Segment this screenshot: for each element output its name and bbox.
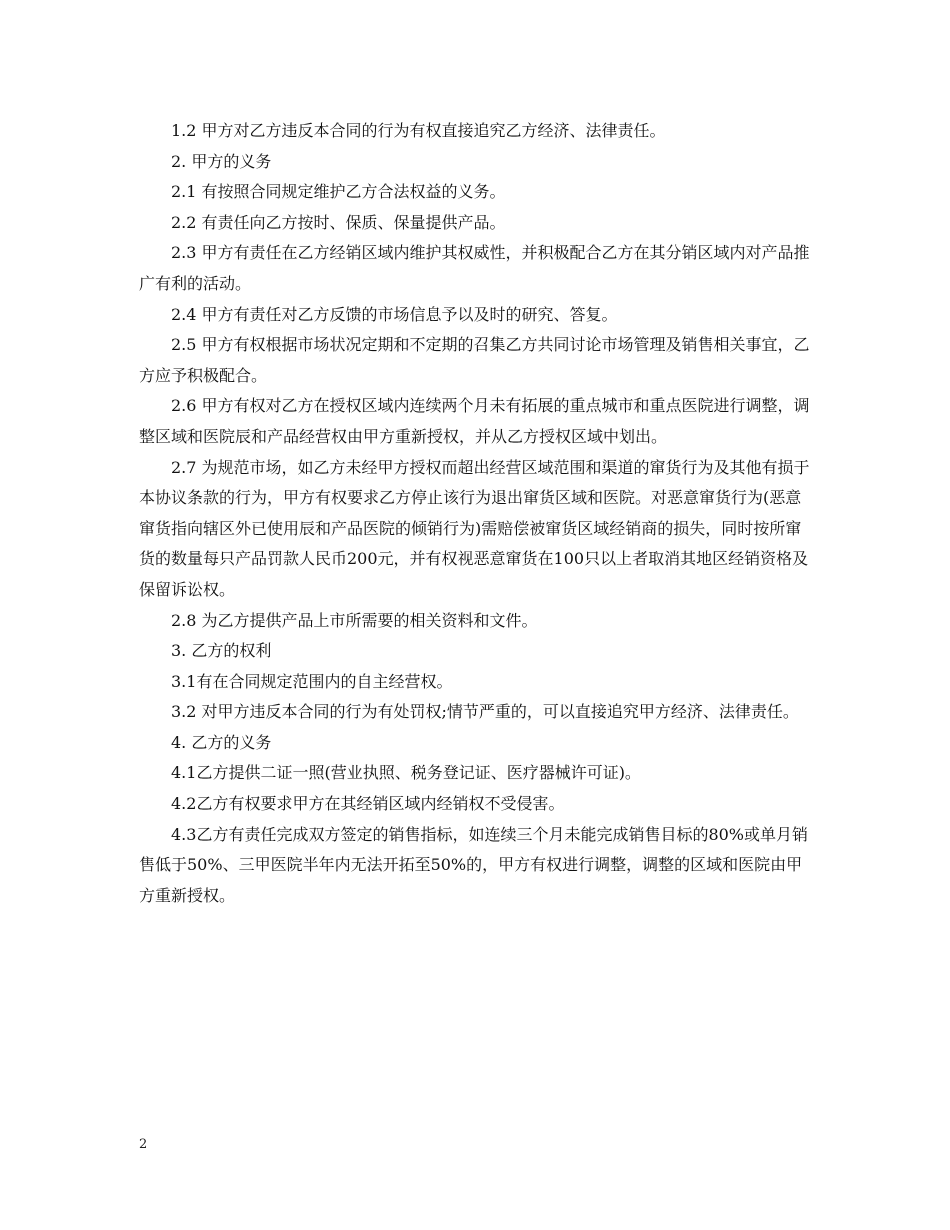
- page-number: 2: [139, 1137, 148, 1152]
- clause-2-2: 2.2 有责任向乙方按时、保质、保量提供产品。: [171, 212, 506, 232]
- clause-4-1: 4.1乙方提供二证一照(营业执照、税务登记证、医疗器械许可证)。: [171, 763, 641, 783]
- clause-3-1: 3.1有在合同规定范围内的自主经营权。: [171, 671, 453, 691]
- section-heading-3: 3. 乙方的权利: [171, 641, 272, 661]
- clause-2-5: 2.5 甲方有权根据市场状况定期和不定期的召集乙方共同讨论市场管理及销售相关事宜，乙方应予积极配合。: [139, 335, 810, 385]
- clause-4-2: 4.2乙方有权要求甲方在其经销区域内经销权不受侵害。: [171, 794, 565, 814]
- clause-4-3: 4.3乙方有责任完成双方签定的销售指标，如连续三个月未能完成销售目标的80%或单月销售低于50%、三甲医院半年内无法开拓至50%的，甲方有权进行调整，调整的区域和医院由甲方重新授权。: [139, 824, 809, 905]
- clause-1-2: 1.2 甲方对乙方违反本合同的行为有权直接追究乙方经济、法律责任。: [171, 121, 666, 140]
- section-heading-4: 4. 乙方的义务: [171, 732, 272, 752]
- clause-2-4: 2.4 甲方有责任对乙方反馈的市场信息予以及时的研究、答复。: [171, 304, 618, 324]
- clause-2-7: 2.7 为规范市场，如乙方未经甲方授权而超出经营区域范围和渠道的窜货行为及其他有损于本协议条款的行为，甲方有权要求乙方停止该行为退出窜货区域和医院。对恶意窜货行为(恶意窜货指向辖区外已使用辰和产品医院的倾销行为)需赔偿被窜货区域经销商的损失，同时按所窜货的数量每只产品罚款人民币200元，并有权视恶意窜货在100只以上者取消其地区经销资格及保留诉讼权。: [139, 457, 810, 599]
- clause-3-2: 3.2 对甲方违反本合同的行为有处罚权;情节严重的，可以直接追究甲方经济、法律责任。: [171, 702, 799, 722]
- document-body: [139, 116, 815, 911]
- clause-2-8: 2.8 为乙方提供产品上市所需要的相关资料和文件。: [171, 610, 538, 630]
- clause-2-6: 2.6 甲方有权对乙方在授权区域内连续两个月未有拓展的重点城市和重点医院进行调整，调整区域和医院辰和产品经营权由甲方重新授权，并从乙方授权区域中划出。: [139, 396, 810, 446]
- section-heading-2: 2. 甲方的义务: [171, 151, 272, 171]
- clause-2-3: 2.3 甲方有责任在乙方经销区域内维护其权威性，并积极配合乙方在其分销区域内对产品推广有利的活动。: [139, 243, 810, 293]
- clause-2-1: 2.1 有按照合同规定维护乙方合法权益的义务。: [171, 182, 506, 202]
